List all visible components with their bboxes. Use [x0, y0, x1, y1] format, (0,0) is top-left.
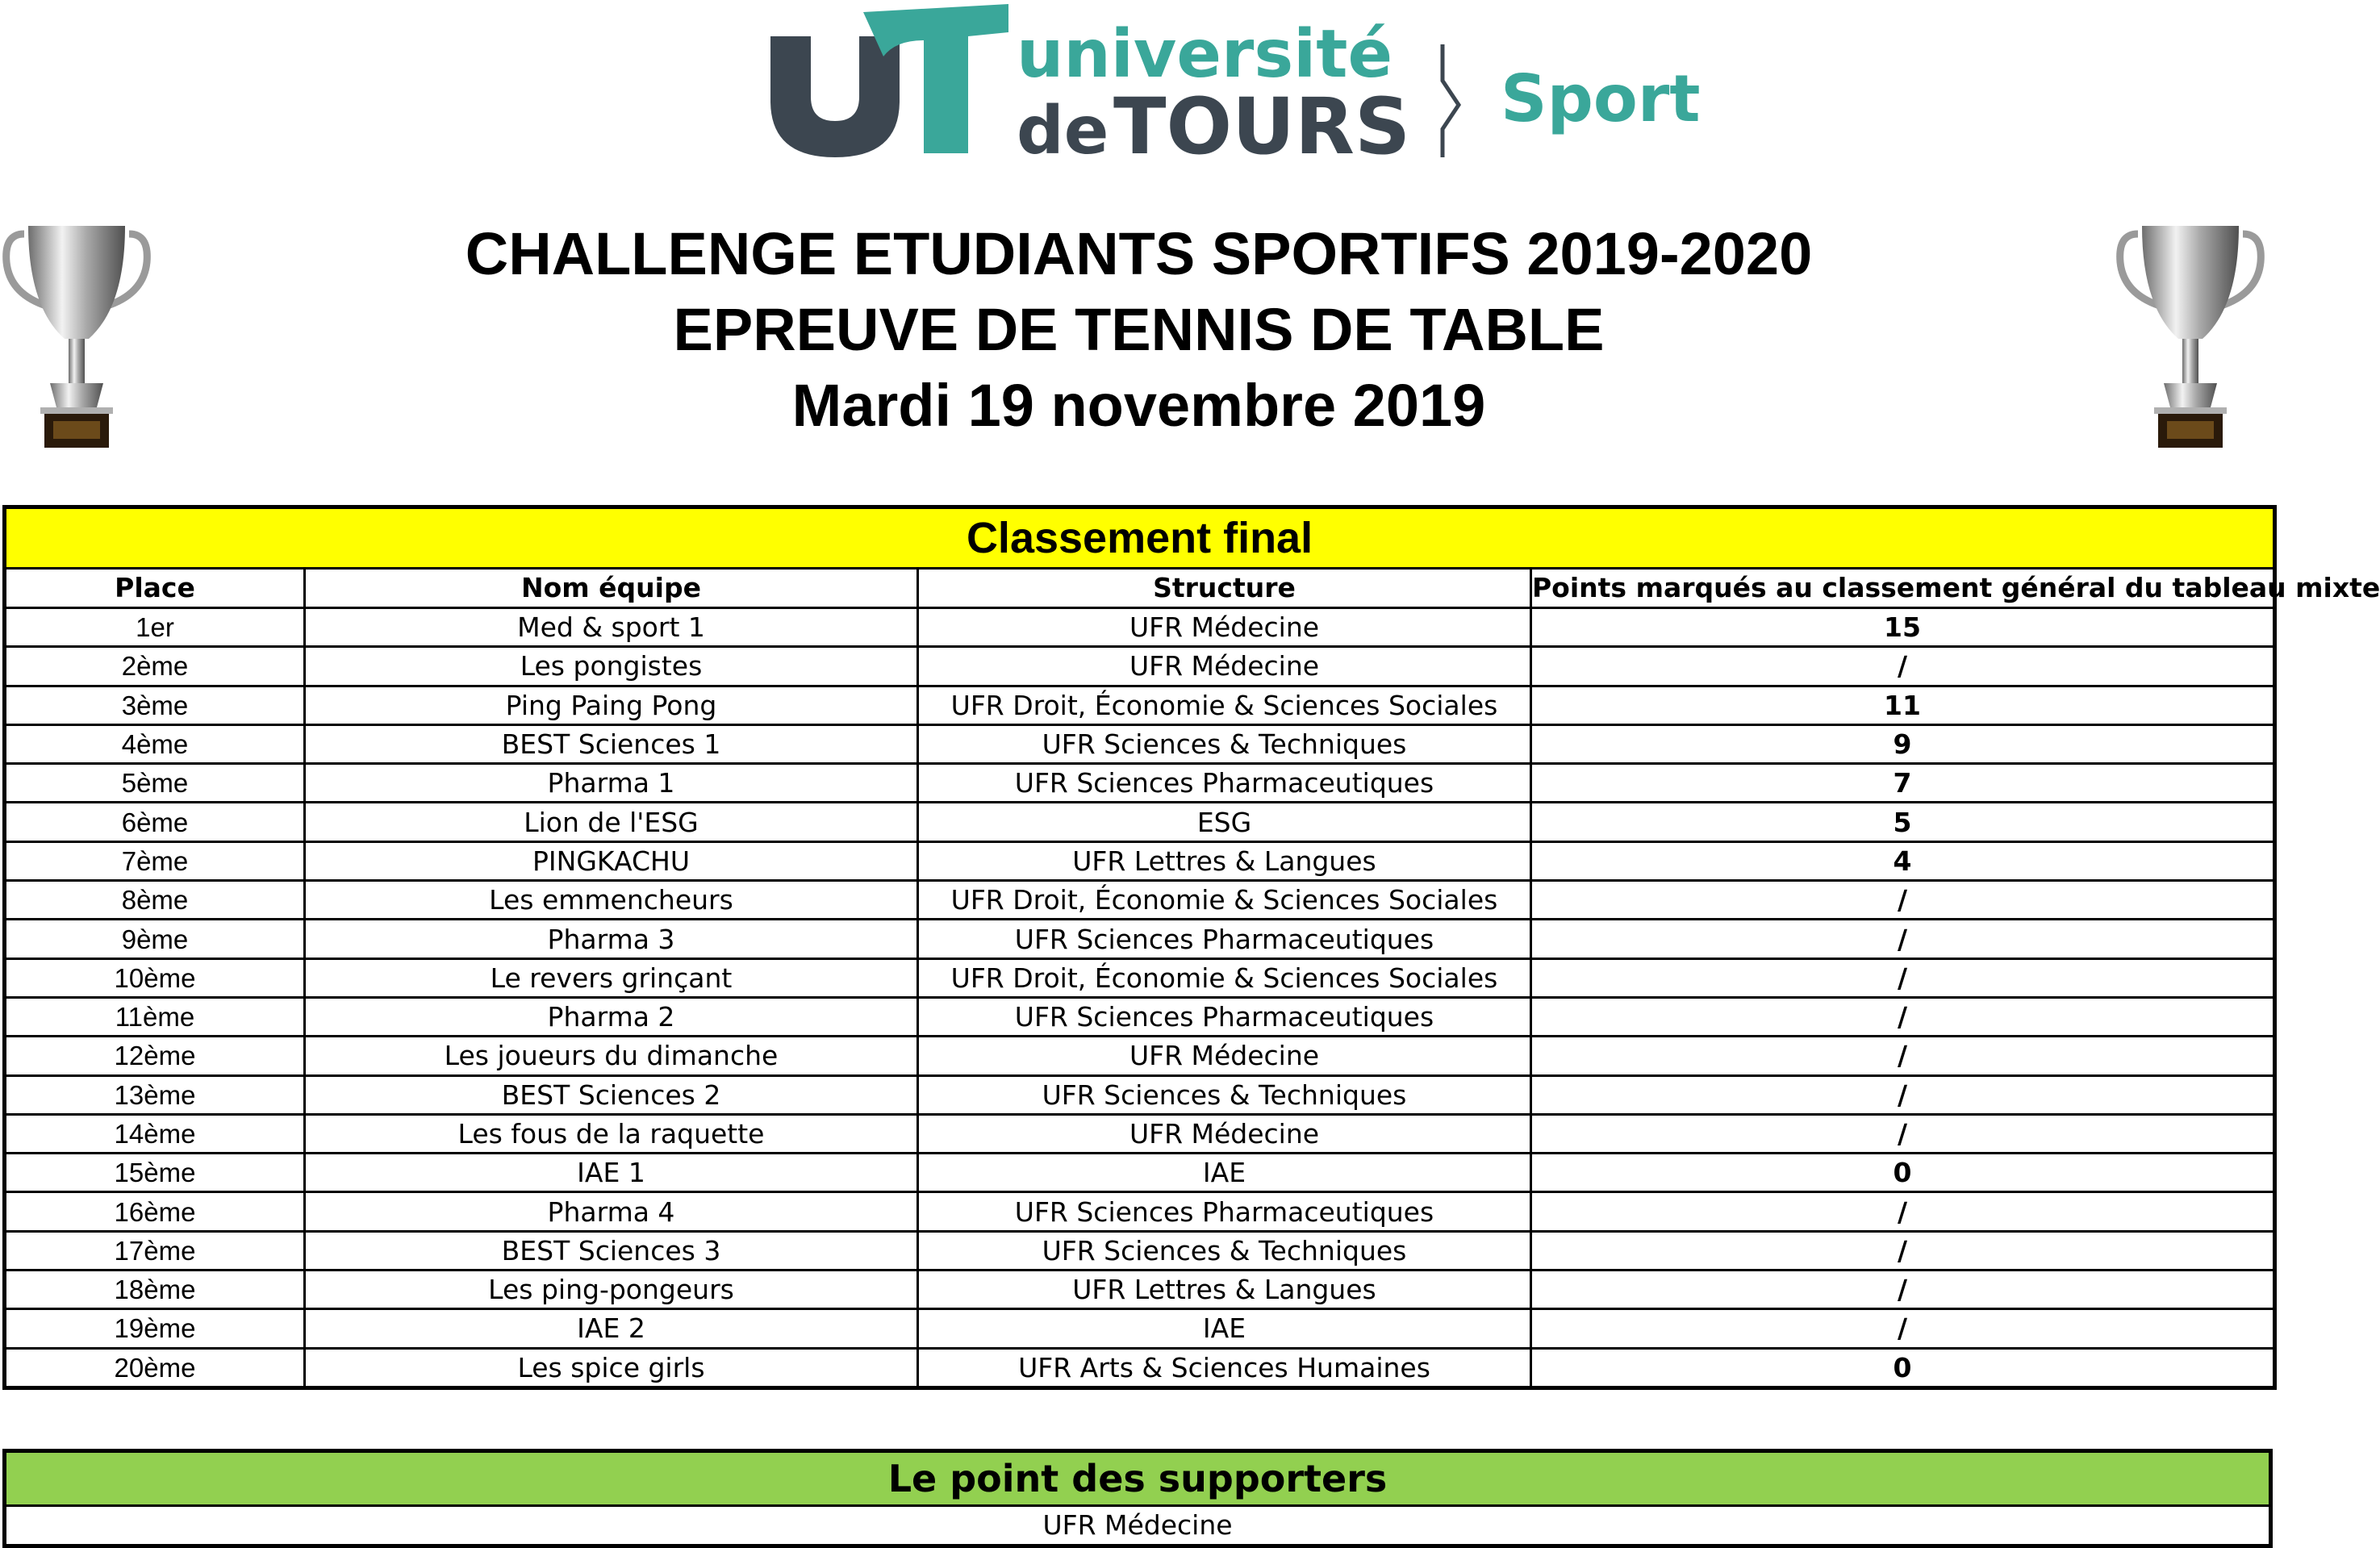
table-row [5, 1348, 2275, 1387]
team-name-cell: BEST Sciences 2 [305, 1075, 918, 1114]
logo-separator [1443, 44, 1459, 157]
points-cell: / [1531, 958, 2275, 997]
universite-de-tours-sport-logo [766, 0, 1702, 172]
points-cell: / [1531, 647, 2275, 686]
place-cell: 5ème [5, 764, 305, 803]
points-cell: / [1531, 1037, 2275, 1075]
points-cell: / [1531, 1114, 2275, 1153]
structure-cell: UFR Médecine [918, 608, 1531, 647]
table-row [5, 608, 2275, 647]
table-row [5, 997, 2275, 1036]
points-cell: / [1531, 1192, 2275, 1231]
team-name-cell: Pharma 4 [305, 1192, 918, 1231]
document-title-block [0, 216, 2278, 444]
table-row [5, 881, 2275, 920]
points-cell: / [1531, 1231, 2275, 1270]
points-cell: 15 [1531, 608, 2275, 647]
title-challenge: CHALLENGE ETUDIANTS SPORTIFS 2019-2020 [465, 220, 1813, 287]
team-name-cell: Le revers grinçant [305, 958, 918, 997]
place-cell: 11ème [5, 997, 305, 1036]
points-cell: / [1531, 1271, 2275, 1309]
points-cell: / [1531, 920, 2275, 958]
place-cell: 2ème [5, 647, 305, 686]
table-row [5, 1309, 2275, 1348]
place-cell: 7ème [5, 841, 305, 880]
place-cell: 17ème [5, 1231, 305, 1270]
logo-line2-big: TOURS [1113, 81, 1411, 172]
table-row [5, 1075, 2275, 1114]
team-name-cell: Les fous de la raquette [305, 1114, 918, 1153]
place-cell: 3ème [5, 686, 305, 724]
team-name-cell: BEST Sciences 1 [305, 724, 918, 763]
team-name-cell: Lion de l'ESG [305, 803, 918, 841]
structure-cell: UFR Sciences & Techniques [918, 1231, 1531, 1270]
team-name-cell: Les joueurs du dimanche [305, 1037, 918, 1075]
points-cell: 5 [1531, 803, 2275, 841]
column-header-place: Place [5, 569, 305, 608]
place-cell: 1er [5, 608, 305, 647]
table-row [5, 803, 2275, 841]
structure-cell: UFR Sciences Pharmaceutiques [918, 920, 1531, 958]
place-cell: 4ème [5, 724, 305, 763]
points-cell: 11 [1531, 686, 2275, 724]
structure-cell: UFR Médecine [918, 647, 1531, 686]
place-cell: 20ème [5, 1348, 305, 1387]
place-cell: 10ème [5, 958, 305, 997]
table-row [5, 920, 2275, 958]
table-row [5, 1231, 2275, 1270]
team-name-cell: IAE 1 [305, 1154, 918, 1192]
structure-cell: UFR Sciences Pharmaceutiques [918, 997, 1531, 1036]
table-row [5, 958, 2275, 997]
table-row [5, 1271, 2275, 1309]
place-cell: 16ème [5, 1192, 305, 1231]
table-row [5, 1037, 2275, 1075]
structure-cell: UFR Sciences & Techniques [918, 1075, 1531, 1114]
points-cell: / [1531, 1075, 2275, 1114]
table-row [5, 764, 2275, 803]
table-row [5, 724, 2275, 763]
team-name-cell: Ping Paing Pong [305, 686, 918, 724]
team-name-cell: PINGKACHU [305, 841, 918, 880]
structure-cell: UFR Droit, Économie & Sciences Sociales [918, 881, 1531, 920]
place-cell: 19ème [5, 1309, 305, 1348]
team-name-cell: Les ping-pongeurs [305, 1271, 918, 1309]
points-cell: 9 [1531, 724, 2275, 763]
table-row [5, 1114, 2275, 1153]
team-name-cell: BEST Sciences 3 [305, 1231, 918, 1270]
structure-cell: UFR Droit, Économie & Sciences Sociales [918, 958, 1531, 997]
structure-cell: UFR Lettres & Langues [918, 841, 1531, 880]
place-cell: 8ème [5, 881, 305, 920]
table-row [5, 647, 2275, 686]
place-cell: 12ème [5, 1037, 305, 1075]
team-name-cell: Les spice girls [305, 1348, 918, 1387]
column-header-structure: Structure [918, 569, 1531, 608]
logo-u-shape [770, 36, 900, 157]
table-row [5, 1192, 2275, 1231]
structure-cell: UFR Droit, Économie & Sciences Sociales [918, 686, 1531, 724]
title-event: EPREUVE DE TENNIS DE TABLE [673, 296, 1605, 363]
points-cell: / [1531, 997, 2275, 1036]
team-name-cell: Pharma 1 [305, 764, 918, 803]
team-name-cell: Les emmencheurs [305, 881, 918, 920]
structure-cell: UFR Arts & Sciences Humaines [918, 1348, 1531, 1387]
structure-cell: UFR Médecine [918, 1037, 1531, 1075]
supporters-point-table [2, 1449, 2273, 1548]
place-cell: 6ème [5, 803, 305, 841]
column-header-team: Nom équipe [305, 569, 918, 608]
place-cell: 14ème [5, 1114, 305, 1153]
points-cell: / [1531, 881, 2275, 920]
column-header-points: Points marqués au classement général du tableau mixte [1531, 569, 2275, 608]
points-cell: / [1531, 1309, 2275, 1348]
place-cell: 15ème [5, 1154, 305, 1192]
structure-cell: UFR Sciences Pharmaceutiques [918, 1192, 1531, 1231]
supporters-winner: UFR Médecine [5, 1506, 2271, 1546]
final-ranking-table [2, 505, 2380, 1390]
place-cell: 18ème [5, 1271, 305, 1309]
team-name-cell: Pharma 3 [305, 920, 918, 958]
final-ranking-banner: Classement final [5, 507, 2275, 569]
points-cell: 4 [1531, 841, 2275, 880]
team-name-cell: Pharma 2 [305, 997, 918, 1036]
supporters-banner: Le point des supporters [5, 1451, 2271, 1506]
title-date: Mardi 19 novembre 2019 [791, 372, 1486, 439]
points-cell: 7 [1531, 764, 2275, 803]
table-row [5, 1154, 2275, 1192]
structure-cell: ESG [918, 803, 1531, 841]
place-cell: 9ème [5, 920, 305, 958]
table-row [5, 841, 2275, 880]
place-cell: 13ème [5, 1075, 305, 1114]
team-name-cell: IAE 2 [305, 1309, 918, 1348]
structure-cell: UFR Lettres & Langues [918, 1271, 1531, 1309]
logo-sport: Sport [1501, 61, 1701, 136]
table-header-row [5, 569, 2275, 608]
team-name-cell: Les pongistes [305, 647, 918, 686]
structure-cell: IAE [918, 1309, 1531, 1348]
structure-cell: UFR Médecine [918, 1114, 1531, 1153]
points-cell: 0 [1531, 1154, 2275, 1192]
logo-line2-small: de [1017, 93, 1109, 169]
table-row [5, 686, 2275, 724]
team-name-cell: Med & sport 1 [305, 608, 918, 647]
logo-line1: université [1017, 16, 1393, 93]
structure-cell: IAE [918, 1154, 1531, 1192]
ranking-rows [5, 608, 2275, 1388]
points-cell: 0 [1531, 1348, 2275, 1387]
structure-cell: UFR Sciences & Techniques [918, 724, 1531, 763]
structure-cell: UFR Sciences Pharmaceutiques [918, 764, 1531, 803]
